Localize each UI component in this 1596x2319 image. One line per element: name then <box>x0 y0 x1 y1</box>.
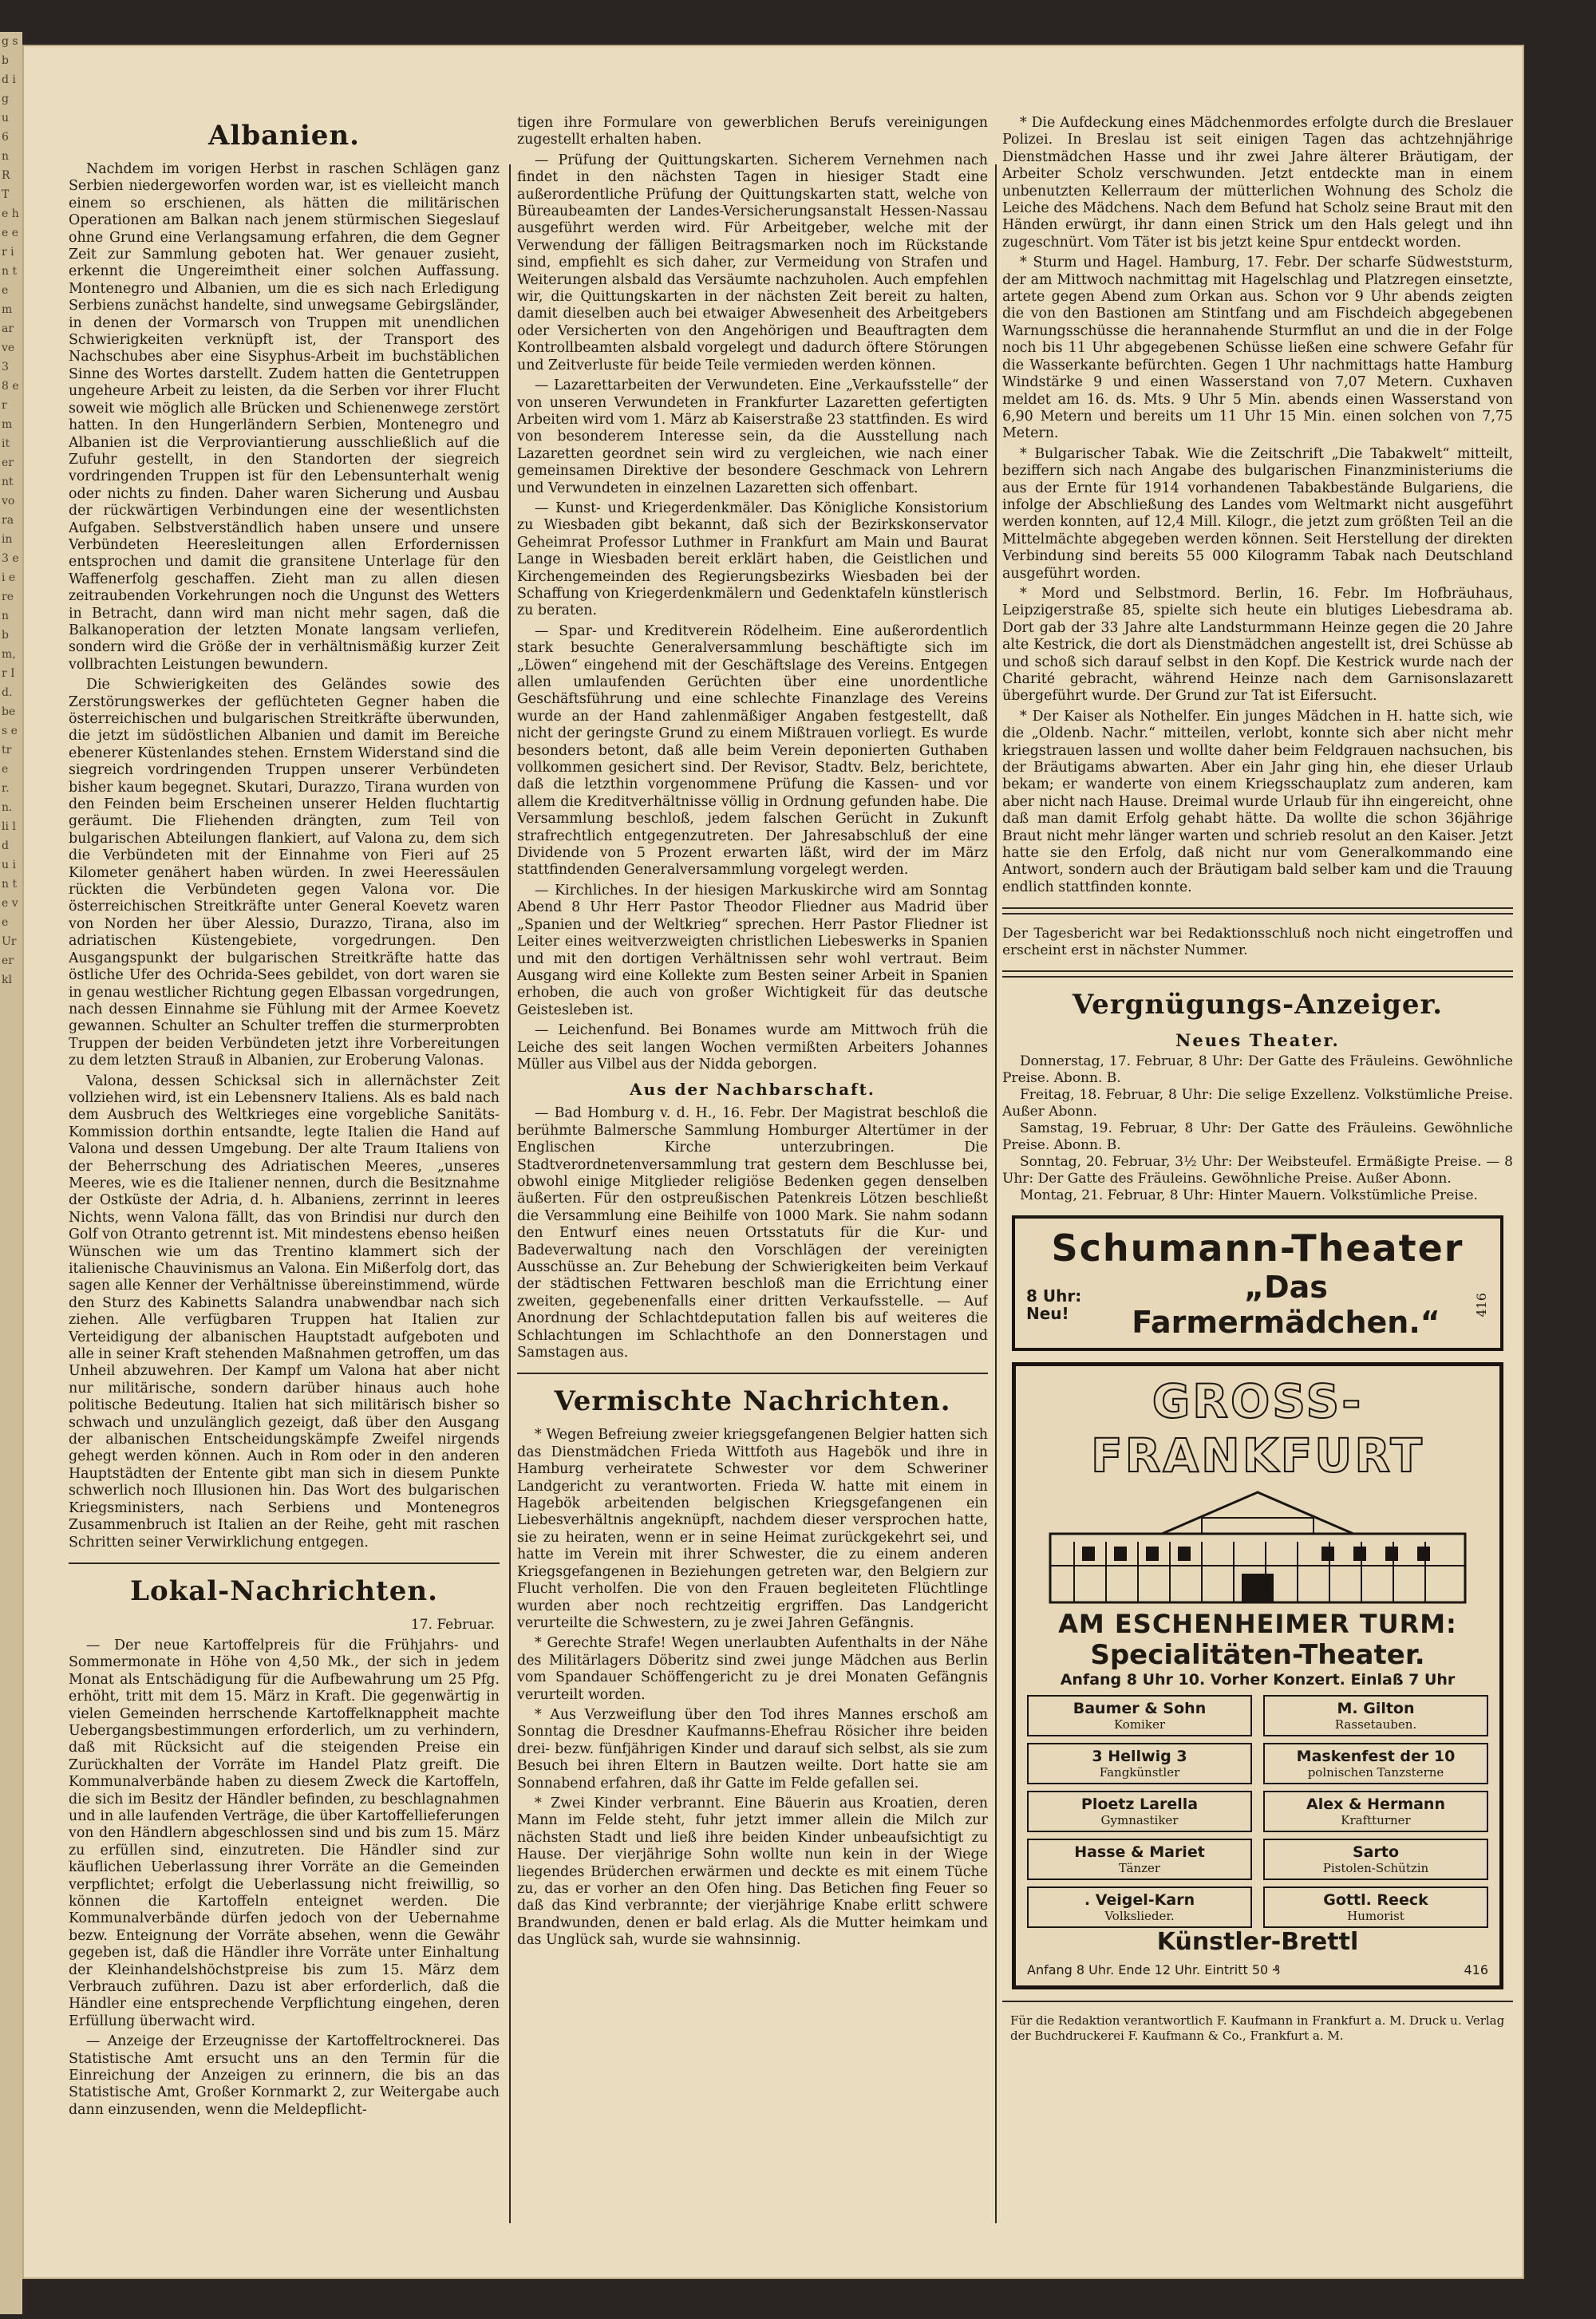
article-paragraph: — Leichenfund. Bei Bonames wurde am Mittwoch früh die Leiche des seit langen Wochen vermißten Arbeiters Johannes Müller aus Vilbel aus der Nidda geborgen. <box>517 1022 988 1073</box>
act-name: M. Gilton <box>1337 1700 1415 1718</box>
ad-time: 8 Uhr: <box>1026 1286 1082 1306</box>
editorial-notice: Der Tagesbericht war bei Redaktionsschluß noch nicht eingetroffen und erscheint erst in nächster Nummer. <box>1002 926 1513 959</box>
column-3 <box>1002 115 1513 2254</box>
ad-act <box>1027 1886 1252 1928</box>
article-paragraph: — Kirchliches. In der hiesigen Markuskirche wird am Sonntag Abend 8 Uhr Herr Pastor Theodor Fliedner aus Madrid über „Spanien und der Weltkrieg“ sprechen. Herr Pastor Fliedner ist Leiter eines weitverzweigten christlichen Liebeswerks in Spanien und mit den dortigen Verhältnissen sehr wohl vertraut. Beim Ausgang wird eine Kollekte zum Besten seiner Arbeit in Spanien erhoben, die auch von großer Wichtigkeit für das deutsche Geistesleben ist. <box>517 882 988 1018</box>
column-1 <box>69 115 500 2190</box>
article-paragraph: — Kunst- und Kriegerdenkmäler. Das Königliche Konsistorium zu Wiesbaden gibt bekannt, daß sich der Bezirkskonservator Geheimrat Professor Luthmer in Frankfurt am Main und Baurat Lange in Wiesbaden bereit erklärt haben, die Geistlichen und Kirchengemeinden des Regierungsbezirks Wiesbaden bei der Schaffung von Kriegerdenkmälern und Gedenktafeln künstlerisch zu beraten. <box>517 500 988 619</box>
section-title-lokal: Lokal-Nachrichten. <box>130 1574 438 1607</box>
section-dateline: 17. Februar. <box>410 1616 495 1633</box>
act-name: Alex & Hermann <box>1306 1796 1445 1814</box>
article-paragraph: Nachdem im vorigen Herbst in raschen Schlägen ganz Serbien niedergeworfen worden war, ist es vielleicht manch einem so erschienen, als hätten die militärischen Operationen am Balkan nach jenem stürmischen Siegeslauf ohne Grund eine Verlangsamung erfahren, die dem Gegner Zeit zur Sammlung geboten hat. Wer genauer zusieht, erkennt die Ungereimtheit einer solchen Auffassung. Montenegro und Albanien, um die es sich nach Erledigung Serbiens zunächst handelte, sind unwegsame Gebirgsländer, in denen der Vormarsch von Truppen mit unendlichen Schwierigkeiten verknüpft ist, der Transport des Nachschubes aber eine Sisyphus-Arbeit im buchstäblichen Sinne des Wortes darstellt. Zudem hatten die Gentetruppen ungeheure Arbeit zu leisten, da die Serben vor ihrer Flucht soweit wie möglich alle Brücken und Schienenwege zerstört hatten. In den Hungerländern Serbien, Montenegro und Albanien ist die Verproviantierung ausschließlich auf die Zufuhr gestellt, in den Standorten der siegreich vordringenden Truppen ist für den Lebensunterhalt wenig oder nichts zu finden. Daher waren Sicherung und Ausbau der rückwärtigen Verbindungen eine der wesentlichsten Aufgaben. Selbstverständlich haben unsere und unsere Verbündeten Heeresleitungen allen Erfordernissen entsprochen und damit die gransitene Unterlage für den Waffenerfolg geschaffen. Zieht man zu allen diesen zeitraubenden Vorkehrungen noch die Ungunst des Wetters in Betracht, dann wird man nicht mehr sagen, daß die Balkanoperation der letzten Monate langsam verliefen, sondern wird die Größe der in verhältnismäßig kurzer Zeit vollbrachten Leistungen bewundern. <box>69 161 500 673</box>
act-name: . Veigel-Karn <box>1084 1891 1195 1910</box>
ad-acts-grid <box>1027 1695 1488 1928</box>
imprint: Für die Redaktion verantwortlich F. Kaufmann in Frankfurt a. M. Druck u. Verlag der Buchdruckerei F. Kaufmann & Co., Frankfurt a. M. <box>1010 2013 1505 2044</box>
section-divider <box>517 1373 988 1374</box>
ad-code: 416 <box>1474 1293 1489 1318</box>
ad-act <box>1263 1886 1488 1928</box>
ad-act <box>1027 1791 1252 1832</box>
column-rule <box>995 164 997 2223</box>
act-name: Baumer & Sohn <box>1073 1700 1207 1718</box>
act-desc: Volkslieder. <box>1104 1909 1175 1924</box>
program-line: Samstag, 19. Februar, 8 Uhr: Der Gatte des Fräuleins. Gewöhnliche Preise. Abonn. B. <box>1002 1120 1513 1154</box>
program-line: Freitag, 18. Februar, 8 Uhr: Die selige Exzellenz. Volkstümliche Preise. Außer Abonn. <box>1002 1087 1513 1120</box>
ad-act <box>1263 1743 1488 1784</box>
program-line: Montag, 21. Februar, 8 Uhr: Hinter Mauern. Volkstümliche Preise. <box>1020 1187 1478 1204</box>
article-paragraph: — Lazarettarbeiten der Verwundeten. Eine „Verkaufsstelle“ der von unseren Verwundeten in Frankfurter Lazaretten gefertigten Arbeiten wird vom 1. März ab Kaiserstraße 23 stattfinden. Es wird von besonderem Interesse sein, da die Ausstellung nach Lazaretten geordnet sein wird zu vergleichen, wie nach einer gemeinsamen Direktive der besondere Geschmack von Lehrern und Verwundeten in einzelnen Lazaretten sich offenbart. <box>517 377 988 496</box>
ad-location: AM ESCHENHEIMER TURM: <box>1058 1609 1457 1640</box>
article-paragraph: * Der Kaiser als Nothelfer. Ein junges Mädchen in H. hatte sich, wie die „Oldenb. Nachr.“ mitteilen, verlobt, konnte sich aber nicht mehr kriegstrauen lassen und wollte daher beim Feldgrauen nachsuchen, bis der Bräutigams abwarten. Aber ein Jahr ging hin, ehe dieser Urlaub bekam; er wanderte von einem Kriegsschauplatz zum anderen, kam aber nicht nach Hause. Dreimal wurde Urlaub für ihn eingereicht, ohne daß man damit Erfolg gehabt hätte. Da wollte die schon 36jährige Braut nicht mehr länger warten und schrieb resolut an den Kaiser. Jetzt hatte sie den Erfolg, daß nicht nur vom Generalkommando eine Antwort, sondern auch der Bräutigam bald selber kam und die Trauung endlich stattfinden konnte. <box>1002 708 1513 895</box>
ad-brettl-title: Künstler-Brettl <box>1156 1928 1359 1957</box>
adjacent-page-text: g s b d ig u 6 n R T e he er in te m ar ve 3 8 er m it er nt vo ra in 3 e i e re n b m, r Id. bes etr e r. n. li ld u in te ve Ur er kl <box>2 35 19 986</box>
section-divider <box>69 1562 500 1564</box>
act-desc: polnischen Tanzsterne <box>1307 1765 1444 1780</box>
theater-title: Neues Theater. <box>1175 1030 1340 1051</box>
act-name: Maskenfest der 10 <box>1296 1748 1456 1766</box>
ad-act <box>1263 1791 1488 1832</box>
ad-title: Schumann-Theater <box>1051 1227 1464 1270</box>
ad-title: GROSS-FRANKFURT <box>1091 1374 1424 1483</box>
ad-new-badge: Neu! <box>1026 1304 1069 1324</box>
ad-footer <box>1027 1962 1488 1977</box>
article-paragraph: * Zwei Kinder verbrannt. Eine Bäuerin aus Kroatien, deren Mann im Felde steht, fuhr jetzt immer allein die Milch zur nächsten Stadt und ließ ihre beiden Kinder unbeaufsichtigt zu Hause. Der vierjährige Sohn wollte nun kein in der Wiege liegendes Brüderchen erwärmen und deckte es mit einem Tüche zu, das er vorher an den Ofen hing. Das Betichen fing Feuer so daß das Kind verbrannte; der vierjährige Knabe erlitt schwere Brandwunden, denen er bald erlag. Als die Mutter heimkam und das Unglück sah, wurde sie wahnsinnig. <box>517 1795 988 1949</box>
ad-schumann-theater <box>1012 1215 1503 1351</box>
act-name: Sarto <box>1352 1843 1399 1862</box>
program-line: Donnerstag, 17. Februar, 8 Uhr: Der Gatte des Fräuleins. Gewöhnliche Preise. Abonn. B. <box>1002 1053 1513 1087</box>
article-paragraph: — Bad Homburg v. d. H., 16. Febr. Der Magistrat beschloß die berühmte Balmersche Sammlung Homburger Altertümer in der Englischen Kirche unterzubringen. Die Stadtverordnetenversammlung trat gestern dem Beschlusse bei, obwohl einige Mitglieder religiöse Bedenken gegen denselben äußerten. Für den ostpreußischen Patenkreis Lötzen beschließt die Versammlung eine Beihilfe von 1000 Mark. Sie nahm sodann den Entwurf eines neuen Ortsstatuts für die Kur- und Badeverwaltung nach den Vorschlägen der vereinigten Ausschüsse an. Zur Behebung der Schwierigkeiten beim Verkauf der städtischen Fettwaren beschloß man die Errichtung einer zweiten, gegebenenfalls einer dritten Verkaufsstelle. — Auf Anordnung der Schlachtdeputation fallen bis auf weiteres die Schlachtungen im Schlachthofe an den Donnerstagen und Samstagen aus. <box>517 1105 988 1361</box>
section-title-vergnuegungen: Vergnügungs-Anzeiger. <box>1072 989 1444 1021</box>
theater-building-illustration <box>1042 1486 1473 1606</box>
article-paragraph: * Wegen Befreiung zweier kriegsgefangenen Belgier hatten sich das Dienstmädchen Frieda Wittfoth aus Hagebök und ihre in Hamburg verheiratete Schwester vor dem Schweriner Landgericht zu verantworten. Frieda W. hatte mit einem in Hagebök arbeitenden belgischen Kriegsgefangenen ein Liebesverhältnis angeknüpft, nachdem dieser versprochen hatte, sie zu heiraten, wenn er in seine Heimat zurückgekehrt sei, und hatte im Verein mit ihrer Schwester, die zu einem anderen Kriegsgefangenen in Beziehungen getreten war, den Belgiern zur Flucht verholfen. Die von den Frauen begleiteten Flüchtlinge wurden aber noch rechtzeitig ergriffen. Das Landgericht verurteilte die Schwestern, zu je zwei Jahren Gefängnis. <box>517 1427 988 1631</box>
ad-code: 416 <box>1464 1962 1488 1978</box>
ad-row <box>1026 1270 1489 1340</box>
act-desc: Tänzer <box>1118 1861 1161 1876</box>
article-paragraph: Die Schwierigkeiten des Geländes sowie des Zerstörungswerkes der geflüchteten Gegner haben die österreichischen und bulgarischen Streitkräfte überwunden, die jetzt im südöstlichen Albanien und damit im Bereiche ebenerer Küstenlandes stehen. Ernstem Widerstand sind die siegreich vordringenden Truppen unserer Verbündeten bisher kaum begegnet. Skutari, Durazzo, Tirana wurden von den Feinden beim Erscheinen unserer Helden fluchtartig geräumt. Die Fliehenden drängten, zum Teil von bulgarischen Abteilungen flankiert, auf Valona zu, dem sich die Verbündeten mit der Einnahme von Fieri auf 25 Kilometer genähert haben würden. In zwei Heeressäulen rückten die Verbündeten gegen Valona vor. Die österreichischen Streitkräfte unter General Koevetz waren von Norden her über Alessio, Durazzo, Tirana, also im adriatischen Küstengebiete, vorgedrungen. Den Ausgangspunkt der bulgarischen Streitkräfte hatte das östliche Ufer des Ochrida-Sees gebildet, von dort waren sie in genau westlicher Richtung gegen Elbassan vorgedrungen, nach dessen Einnahme sie Fühlung mit der Armee Koevetz gewannen. Schulter an Schulter treffen die sturmerprobten Truppen der beiden Verbündeten jetzt ihre Vorbereitungen zu dem letzten Strauß in Albanien, zur Eroberung Valonas. <box>69 677 500 1069</box>
ad-act <box>1027 1839 1252 1880</box>
article-paragraph: — Anzeige der Erzeugnisse der Kartoffeltrocknerei. Das Statistische Amt ersucht uns an den Termin für die Einreichung der Anzeigen zu erinnern, die bis an das Statistische Amt, Großer Kornmarkt 2, zur Weitergabe auch dann einzusenden, wenn die Meldepflicht- <box>69 2033 500 2118</box>
article-paragraph: * Bulgarischer Tabak. Wie die Zeitschrift „Die Tabakwelt“ mitteilt, beziffern sich nach Angabe des bulgarischen Finanzministeriums die aus der Ernte für 1914 vorhandenen Tabakbestände Bulgariens, die infolge der Abschließung des Landes vom Weltmarkt nicht ausgeführt werden konnten, auf 12,4 Mill. Kilogr., die jetzt zum größten Teil an die Mittelmächte abgegeben werden können. Seit Herstellung der direkten Verbindung sind bereits 55 000 Kilogramm Tabak nach Deutschland ausgeführt worden. <box>1002 445 1513 582</box>
act-desc: Rassetauben. <box>1334 1717 1417 1732</box>
section-divider <box>1002 970 1513 978</box>
ad-act <box>1027 1695 1252 1736</box>
subsection-title: Aus der Nachbarschaft. <box>630 1080 875 1100</box>
article-paragraph: * Gerechte Strafe! Wegen unerlaubten Aufenthalts in der Nähe des Militärlagers Döberitz sind zwei junge Mädchen aus Berlin vom Spandauer Schöffengericht zu je drei Monaten Gefängnis verurteilt worden. <box>517 1635 988 1703</box>
act-desc: Humorist <box>1347 1909 1404 1924</box>
ad-play-title: „Das Farmermädchen.“ <box>1132 1270 1440 1341</box>
article-title-albanien: Albanien. <box>208 120 360 152</box>
ad-act <box>1027 1743 1252 1784</box>
ad-kind: Specialitäten-Theater. <box>1090 1639 1425 1672</box>
article-paragraph: — Prüfung der Quittungskarten. Sicherem Vernehmen nach findet in den nächsten Tagen in hiesiger Stadt eine außerordentliche Prüfung der Quittungskarten statt, welche von Büreaubeamten der Landes-Versicherungsanstalt Hessen-Nassau ausgeführt werden wird. Für Arbeitgeber, welche mit der Verwendung der fälligen Beitragsmarken noch im Rückstande sind, empfiehlt es sich daher, zur Vermeidung von Strafen und Weiterungen alsbald das Versäumte nachzuholen. Auch empfehlen wir, die Quittungskarten in der nächsten Zeit bereit zu halten, damit dieselben auch bei etwaiger Abwesenheit des Arbeitgebers oder Versicherten von den Angehörigen und Beauftragten dem Kontrollbeamten alsbald vorgelegt und dadurch öftere Störungen und Zeitverluste für beide Teile vermieden werden können. <box>517 152 988 373</box>
column-rule <box>509 164 511 2223</box>
article-paragraph: — Der neue Kartoffelpreis für die Frühjahrs- und Sommermonate in Höhe von 4,50 Mk., der sich in jedem Monat als Entschädigung für die Aufbewahrung um 25 Pfg. erhöht, tritt mit dem 15. März in Kraft. Die gegenwärtig in vielen Gemeinden herrschende Kartoffelknappheit machte Uebergangsbestimmungen erforderlich, um zu verhindern, daß mit Rücksicht auf die steigenden Preise ein Zurückhalten der Vorräte im Handel Platz greift. Die Kommunalverbände haben zu diesem Zweck die Kartoffeln, die sich im Besitz der Händler befinden, zu beschlagnahmen und in alle laufenden Verträge, die über Kartoffellieferungen von den Händlern abgeschlossen sind und bis zum 15. März zu erfüllen sind, einzutreten. Die Händler sind zur käuflichen Ueberlassung ihrer Vorräte an die Gemeinden verpflichtet; erfolgt die Ueberlassung nicht freiwillig, so können die Kartoffeln enteignet werden. Die Kommunalverbände dürfen jedoch von der Uebernahme bezw. Enteignung der Vorräte absehen, wenn die Gewähr gegeben ist, daß die Händler ihre Vorräte unter Einhaltung der Kleinhandelshöchstpreise bis zum 15. März dem Verbrauch zuführen. Dazu ist aber erforderlich, daß die Händler eine entsprechende Verpflichtung eingehen, deren Erfüllung überwacht wird. <box>69 1637 500 2029</box>
article-paragraph: * Sturm und Hagel. Hamburg, 17. Febr. Der scharfe Südweststurm, der am Mittwoch nachmittag mit Hagelschlag und Platzregen einsetzte, artete gegen Abend zum Orkan aus. Schon vor 9 Uhr abends zeigten die von den Bastionen am Stintfang und am Fischdeich abgegebenen Warnungsschüsse die herannahende Sturmflut an und die in der Folge noch bis 11 Uhr abgegebenen Schüsse ließen eine schwere Gefahr für die Wasserkante befürchten. Gegen 1 Uhr nachmittags hatte Hamburg Windstärke 9 und einen Wasserstand von 7,07 Metern. Cuxhaven meldet am 16. ds. Mts. 9 Uhr 5 Min. abends einen Wasserstand von 6,90 Metern und bereits um 11 Uhr 15 Min. einen solchen von 7,75 Metern. <box>1002 255 1513 442</box>
ad-act <box>1263 1695 1488 1736</box>
ad-times: Anfang 8 Uhr 10. Vorher Konzert. Einlaß 7 Uhr <box>1060 1671 1456 1689</box>
section-divider <box>1002 2001 1513 2002</box>
ad-when <box>1026 1287 1098 1322</box>
ad-brettl-hours: Anfang 8 Uhr. Ende 12 Uhr. Eintritt 50 ₰ <box>1027 1962 1281 1978</box>
section-divider <box>1002 907 1513 915</box>
column-2 <box>517 115 988 2190</box>
program-line: Sonntag, 20. Februar, 3½ Uhr: Der Weibsteufel. Ermäßigte Preise. — 8 Uhr: Der Gatte des Fräuleins. Gewöhnliche Preise. Außer Abonn. <box>1002 1154 1513 1187</box>
adjacent-page-strip <box>0 32 22 2314</box>
act-desc: Gymnastiker <box>1100 1813 1179 1828</box>
act-desc: Komiker <box>1114 1717 1165 1732</box>
article-paragraph: — Spar- und Kreditverein Rödelheim. Eine außerordentlich stark besuchte Generalversammlung beschäftigte sich im „Löwen“ eingehend mit der Geschäftslage des Vereins. Entgegen allen umlaufenden Gerüchten über eine unordentliche Geschäftsführung und eine schlechte Finanzlage des Vereins wurde an der Hand zahlenmäßiger Angaben festgestellt, daß nicht der geringste Grund zu einem Mißtrauen vorliegt. Es wurde besonders betont, daß alle beim Verein deponierten Guthaben vollkommen gesichert sind. Der Revisor, Stadtv. Belz, berichtete, daß die letzthin vorgenommene Prüfung die Kassen- und vor allem die Kreditverhältnisse völlig in Ordnung gefunden habe. Die Versammlung beschloß, jedem falschen Gerücht in Zukunft strafrechtlich entgegenzutreten. Der Jahresabschluß der eine Dividende von 5 Prozent erwarten läßt, wird der im März stattfindenden Generalversammlung vorgelegt werden. <box>517 622 988 879</box>
section-title-vermischte: Vermischte Nachrichten. <box>554 1385 951 1418</box>
act-desc: Kraftturner <box>1341 1813 1411 1828</box>
act-name: Ploetz Larella <box>1080 1796 1199 1814</box>
newspaper-page <box>22 45 1524 2279</box>
ad-act <box>1263 1839 1488 1880</box>
act-name: Gottl. Reeck <box>1323 1891 1428 1910</box>
act-desc: Pistolen-Schützin <box>1322 1861 1429 1876</box>
article-paragraph: * Mord und Selbstmord. Berlin, 16. Febr. Im Hofbräuhaus, Leipzigerstraße 85, spielte sich heute ein blutiges Liebesdrama ab. Dort gab der 33 Jahre alte Landsturmmann Heinze gegen die 20 Jahre alte Kestrick, die dort als Dienstmädchen angestellt ist, drei Schüsse ab und schoß sich darauf selbst in den Kopf. Die Kestrick wurde nach der Charité gebracht, während Heinze nach dem Garnisonslazarett übergeführt wurde. Der Grund zur Tat ist Eifersucht. <box>1002 585 1513 705</box>
article-paragraph: tigen ihre Formulare von gewerblichen Berufs vereinigungen zugestellt erhalten haben. <box>517 115 988 148</box>
act-name: Hasse & Mariet <box>1074 1843 1205 1862</box>
article-paragraph: * Aus Verzweiflung über den Tod ihres Mannes erschoß am Sonntag die Dresdner Kaufmanns-Ehefrau Rösicher ihre beiden drei- bezw. fünfjährigen Kinder und darauf sich selbst, als sie zum Besuch bei ihren Eltern in Bautzen weilte. Dort hatte sie am Sonnabend erfahren, daß ihr Gatte im Felde gefallen sei. <box>517 1706 988 1792</box>
article-paragraph: Valona, dessen Schicksal sich in allernächster Zeit vollziehen wird, ist ein Lebensnerv Italiens. Als es bald nach dem Ausbruch des Weltkrieges eine vorgebliche Sanitäts-Kommission dorthin entsandte, legte Italien die Hand auf Valona und dessen Umgebung. Der alte Traum Italiens von der Beherrschung des Adriatischen Meeres, „unseres Meeres, wie es die Italiener nennen, durch die Besitznahme der Ostküste der Adria, d. h. Albaniens, zerrinnt in leeres Nichts, wenn Valona fällt, das von Brindisi nur durch den Golf von Otranto getrennt ist. Mit mindestens ebenso heißen Wünschen wie um das Trentino klammert sich der italienische Chauvinismus an Valona. Ein Mißerfolg dort, das sagen alle Kenner der Verhältnisse übereinstimmend, würde den Sturz des Kabinetts Salandra unabwendbar nach sich ziehen. Alle verfügbaren Truppen hat Italien zur Verteidigung der albanischen Hauptstadt aufgeboten und alle in seiner Kraft stehenden Maßnahmen getroffen, um das Unheil abzuwehren. Der Kampf um Valona hat aber nicht nur militärische, sondern darüber hinaus auch hohe politische Bedeutung. Italien hat sich militärisch bisher so schwach und unzulänglich gezeigt, daß über den Ausgang der albanischen Entscheidungskämpfe Zweifel nirgends gehegt werden können. Auch in Rom oder in den anderen Hauptstädten der Entente gibt man sich in diesem Punkte schwerlich noch Illusionen hin. Das Wort des bulgarischen Kriegsministers, nach Serbiens und Montenegros Zusammenbruch ist Italien an der Reihe, geht mit raschen Schritten seiner Verwirklichung entgegen. <box>69 1073 500 1551</box>
article-paragraph: * Die Aufdeckung eines Mädchenmordes erfolgte durch die Breslauer Polizei. In Breslau ist seit einigen Tagen das achtzehnjährige Dienstmädchen Hasse und ihr zwei Jahre älterer Bräutigam, der Arbeiter Scholz verschwunden. Jetzt entdeckte man in einem unbenutzten Kellerraum der mütterlichen Wohnung des Scholz die Leiche des Mädchens. Nach dem Befund hat Scholz seine Braut mit den Händen erwürgt, ihr dann einen Strick um den Hals gelegt und ihn zugeschnürt. Vom Täter ist bis jetzt keine Spur entdeckt worden. <box>1002 115 1513 251</box>
ad-gross-frankfurt <box>1012 1362 1503 1989</box>
act-desc: Fangkünstler <box>1099 1765 1180 1780</box>
act-name: 3 Hellwig 3 <box>1092 1748 1187 1766</box>
